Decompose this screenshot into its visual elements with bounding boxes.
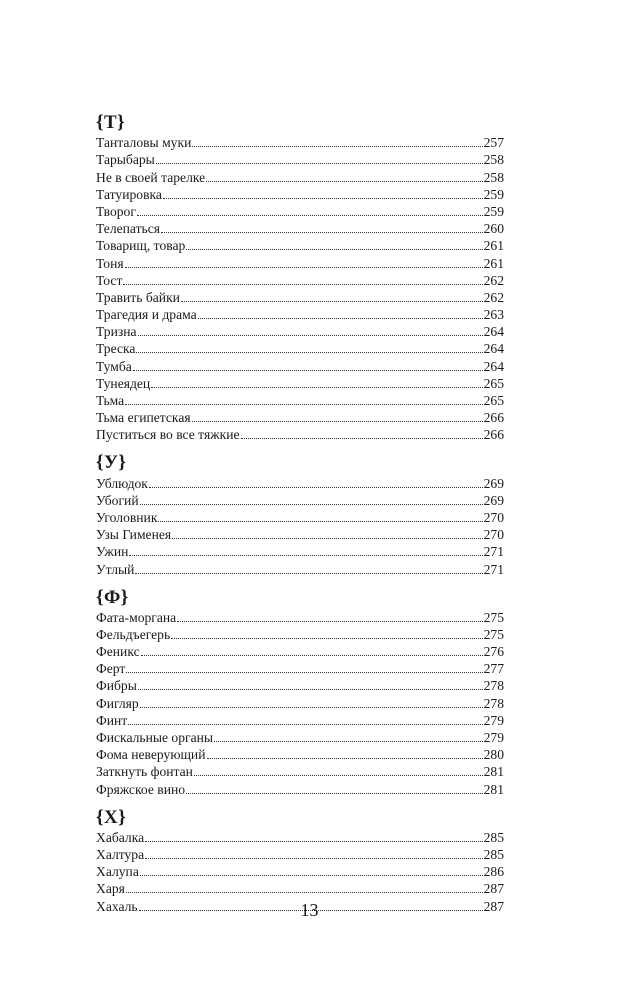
toc-entry — [96, 863, 504, 880]
page-number: 13 — [300, 900, 319, 920]
dot-leader — [145, 840, 482, 842]
entry-title: Убогий — [96, 492, 139, 508]
entry-title: Татуировка — [96, 186, 162, 202]
entry-title: Заткнуть фонтан — [96, 764, 193, 780]
entry-title: Пуститься во все тяжкие — [96, 427, 240, 443]
entry-title: Не в своей тарелке — [96, 169, 206, 185]
entry-title: Тьма — [96, 393, 125, 408]
dot-leader — [207, 757, 483, 759]
entry-page-number: 261 — [483, 255, 504, 271]
dot-leader — [158, 520, 482, 522]
toc-entry — [96, 712, 504, 729]
dot-leader — [133, 369, 483, 371]
entry-title: Телепаться — [96, 221, 161, 237]
toc-entry — [96, 134, 504, 151]
dot-leader — [145, 857, 482, 859]
dot-leader — [123, 283, 482, 285]
toc-entry — [96, 677, 504, 694]
toc-entry — [96, 151, 504, 168]
table-of-contents — [96, 112, 504, 924]
entry-title: Фигляр — [96, 695, 139, 711]
dot-leader — [141, 654, 483, 656]
entry-title: Тоня — [96, 255, 124, 271]
dot-leader — [149, 486, 483, 488]
entry-title: Феникс — [96, 644, 140, 660]
entry-page-number: 275 — [483, 626, 504, 642]
dot-leader — [163, 197, 483, 199]
dot-leader — [192, 145, 482, 147]
dot-leader — [140, 503, 483, 505]
dot-leader — [241, 437, 483, 439]
entry-page-number: 278 — [483, 678, 504, 694]
entry-page-number: 262 — [483, 289, 504, 305]
dot-leader — [140, 874, 483, 876]
section-t — [96, 112, 504, 443]
entry-page-number: 270 — [483, 527, 504, 543]
entry-list — [96, 609, 504, 798]
entry-page-number: 264 — [483, 341, 504, 357]
entry-title: Товарищ, товар — [96, 238, 186, 254]
entry-page-number: 264 — [483, 324, 504, 340]
toc-entry — [96, 543, 504, 560]
entry-page-number: 262 — [483, 272, 504, 288]
dot-leader — [125, 403, 482, 405]
toc-entry — [96, 272, 504, 289]
toc-entry — [96, 306, 504, 323]
entry-page-number: 275 — [483, 609, 504, 625]
toc-entry — [96, 626, 504, 643]
section-kh — [96, 807, 504, 915]
toc-entry — [96, 426, 504, 443]
entry-title: Уголовник — [96, 509, 158, 525]
toc-entry — [96, 880, 504, 897]
dot-leader — [135, 572, 482, 574]
entry-title: Тунеядец — [96, 375, 151, 391]
toc-entry — [96, 729, 504, 746]
entry-title: Утлый — [96, 561, 135, 577]
toc-entry — [96, 203, 504, 220]
entry-title: Тарыбары — [96, 152, 155, 168]
dot-leader — [129, 554, 482, 556]
entry-list — [96, 474, 504, 577]
entry-page-number: 269 — [483, 492, 504, 508]
toc-entry — [96, 829, 504, 846]
entry-page-number: 281 — [483, 764, 504, 780]
entry-title: Хахаль — [96, 898, 138, 914]
toc-entry — [96, 560, 504, 577]
entry-title: Треска — [96, 341, 136, 357]
dot-leader — [206, 180, 482, 182]
entry-title: Ферт — [96, 661, 126, 677]
toc-entry — [96, 746, 504, 763]
entry-title: Фата-моргана — [96, 609, 177, 625]
toc-entry — [96, 289, 504, 306]
dot-leader — [214, 740, 483, 742]
entry-page-number: 287 — [483, 881, 504, 897]
entry-title: Фряжское вино — [96, 781, 186, 797]
toc-entry — [96, 220, 504, 237]
entry-title: Тост — [96, 272, 123, 288]
dot-leader — [192, 420, 483, 422]
entry-page-number: 278 — [483, 695, 504, 711]
section-f — [96, 587, 504, 798]
dot-leader — [126, 671, 482, 673]
toc-entry — [96, 357, 504, 374]
entry-title: Травить байки — [96, 289, 180, 305]
section-heading: {Т} — [96, 112, 126, 133]
dot-leader — [161, 231, 483, 233]
dot-leader — [125, 266, 483, 268]
entry-page-number: 281 — [483, 781, 504, 797]
entry-page-number: 286 — [483, 864, 504, 880]
dot-leader — [198, 317, 483, 319]
toc-entry — [96, 509, 504, 526]
entry-title: Фибры — [96, 678, 137, 694]
dot-leader — [177, 620, 482, 622]
dot-leader — [138, 334, 483, 336]
entry-title: Трагедия и драма — [96, 307, 197, 323]
dot-leader — [128, 723, 482, 725]
dot-leader — [172, 537, 482, 539]
dot-leader — [137, 214, 483, 216]
entry-page-number: 257 — [483, 135, 504, 151]
entry-page-number: 263 — [483, 307, 504, 323]
toc-entry — [96, 780, 504, 797]
entry-title: Халупа — [96, 864, 139, 880]
entry-list — [96, 134, 504, 443]
section-u — [96, 452, 504, 577]
entry-title: Халтура — [96, 846, 145, 862]
entry-page-number: 261 — [483, 238, 504, 254]
dot-leader — [186, 248, 482, 250]
entry-page-number: 287 — [483, 898, 504, 914]
entry-page-number: 271 — [483, 561, 504, 577]
entry-page-number: 276 — [483, 644, 504, 660]
entry-page-number: 279 — [483, 730, 504, 745]
toc-entry — [96, 168, 504, 185]
toc-entry — [96, 526, 504, 543]
entry-title: Творог — [96, 203, 136, 219]
dot-leader — [156, 162, 483, 164]
entry-page-number: 279 — [483, 712, 504, 728]
toc-entry — [96, 609, 504, 626]
toc-entry — [96, 660, 504, 677]
entry-page-number: 266 — [483, 410, 504, 426]
toc-entry — [96, 254, 504, 271]
toc-entry — [96, 492, 504, 509]
toc-entry — [96, 323, 504, 340]
entry-page-number: 260 — [483, 221, 504, 237]
toc-entry — [96, 186, 504, 203]
entry-title: Тризна — [96, 324, 137, 340]
entry-title: Ужин — [96, 544, 129, 560]
toc-entry — [96, 392, 504, 409]
entry-page-number: 259 — [483, 186, 504, 202]
dot-leader — [151, 386, 482, 388]
entry-page-number: 264 — [483, 358, 504, 374]
dot-leader — [186, 792, 483, 794]
entry-title: Узы Гименея — [96, 527, 172, 543]
dot-leader — [138, 688, 483, 690]
toc-entry — [96, 409, 504, 426]
toc-entry — [96, 474, 504, 491]
entry-page-number: 270 — [483, 509, 504, 525]
entry-page-number: 266 — [483, 427, 504, 443]
entry-title: Тьма египетская — [96, 410, 191, 426]
toc-entry — [96, 846, 504, 863]
entry-page-number: 271 — [483, 544, 504, 560]
toc-entry — [96, 694, 504, 711]
entry-page-number: 269 — [483, 475, 504, 491]
entry-page-number: 277 — [483, 661, 504, 677]
entry-title: Хабалка — [96, 829, 145, 845]
entry-title: Финт — [96, 712, 128, 728]
toc-entry — [96, 237, 504, 254]
entry-title: Танталовы муки — [96, 135, 192, 151]
entry-title: Фельдъегерь — [96, 626, 171, 642]
toc-entry — [96, 375, 504, 392]
dot-leader — [136, 351, 482, 353]
entry-page-number: 265 — [483, 375, 504, 391]
dot-leader — [171, 637, 482, 639]
dot-leader — [181, 300, 483, 302]
entry-page-number: 258 — [483, 169, 504, 185]
entry-title: Харя — [96, 881, 125, 897]
entry-page-number: 258 — [483, 152, 504, 168]
entry-title: Фома неверующий — [96, 747, 206, 763]
toc-entry — [96, 643, 504, 660]
entry-title: Ублюдок — [96, 475, 148, 491]
entry-page-number: 280 — [483, 747, 504, 763]
entry-title: Тумба — [96, 358, 132, 374]
toc-entry — [96, 763, 504, 780]
entry-page-number: 285 — [483, 829, 504, 845]
dot-leader — [126, 891, 483, 893]
section-heading: {У} — [96, 452, 127, 474]
dot-leader — [194, 774, 483, 776]
dot-leader — [140, 706, 483, 708]
toc-entry — [96, 340, 504, 357]
entry-page-number: 285 — [483, 846, 504, 862]
entry-title: Фискальные органы — [96, 730, 214, 745]
section-heading: {Ф} — [96, 586, 129, 608]
entry-page-number: 259 — [483, 203, 504, 219]
section-heading: {Х} — [96, 806, 127, 828]
entry-page-number: 265 — [483, 393, 504, 408]
